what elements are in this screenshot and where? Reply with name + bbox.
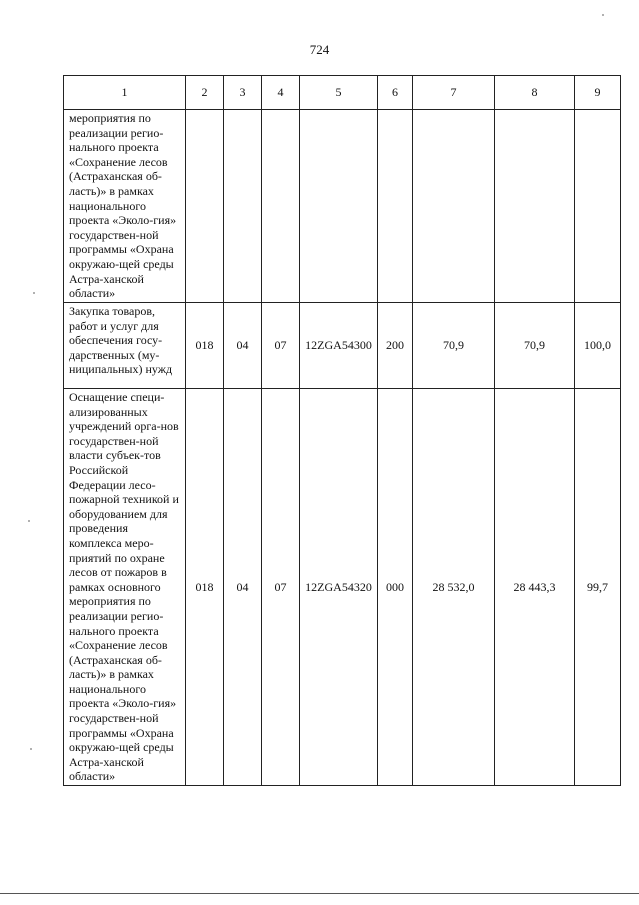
table-row <box>64 303 621 389</box>
budget-table <box>63 75 621 786</box>
scan-speck <box>602 14 604 16</box>
cell-section: 04 <box>224 389 262 786</box>
cell-actual-amount: 70,9 <box>495 303 575 389</box>
cell-section <box>224 110 262 303</box>
table-row <box>64 110 621 303</box>
cell-ministry-code <box>186 110 224 303</box>
table-row <box>64 389 621 786</box>
scan-speck <box>33 292 35 294</box>
cell-percent <box>575 110 621 303</box>
cell-target-article: 12ZGA54320 <box>300 389 378 786</box>
cell-target-article: 12ZGA54300 <box>300 303 378 389</box>
cell-actual-amount <box>495 110 575 303</box>
cell-subsection <box>262 110 300 303</box>
row-name: мероприятия по реализации регио-нального проекта «Сохранение лесов (Астраханская об-ласть)» в рамках национального проекта «Эколо-гия» государствен-ной программы «Охрана окружаю-щей среды Астра-ханской области» <box>64 110 186 303</box>
row-name: Оснащение специ-ализированных учреждений орга-нов государствен-ной власти субъек-тов Российской Федерации лесо-пожарной техникой и оборудованием для проведения комплекса меро-приятий по охране лесов от пожаров в рамках основного мероприятия по реализации регио-нального проекта «Сохранение лесов (Астраханская об-ласть)» в рамках национального проекта «Эколо-гия» государствен-ной программы «Охрана окружаю-щей среды Астра-ханской области» <box>64 389 186 786</box>
column-header: 6 <box>378 76 413 110</box>
scan-speck <box>30 748 32 750</box>
cell-expense-type <box>378 110 413 303</box>
column-header: 9 <box>575 76 621 110</box>
cell-section: 04 <box>224 303 262 389</box>
cell-expense-type: 200 <box>378 303 413 389</box>
cell-percent: 99,7 <box>575 389 621 786</box>
column-header: 1 <box>64 76 186 110</box>
page-bottom-rule <box>0 893 639 894</box>
cell-planned-amount: 70,9 <box>413 303 495 389</box>
cell-planned-amount <box>413 110 495 303</box>
table-header-row <box>64 76 621 110</box>
column-header: 4 <box>262 76 300 110</box>
column-header: 3 <box>224 76 262 110</box>
cell-expense-type: 000 <box>378 389 413 786</box>
page-number: 724 <box>309 42 330 57</box>
cell-target-article <box>300 110 378 303</box>
cell-ministry-code: 018 <box>186 389 224 786</box>
cell-planned-amount: 28 532,0 <box>413 389 495 786</box>
column-header: 8 <box>495 76 575 110</box>
scan-speck <box>28 520 30 522</box>
cell-subsection: 07 <box>262 303 300 389</box>
row-name: Закупка товаров, работ и услуг для обеспечения госу-дарственных (му-ниципальных) нужд <box>64 303 186 389</box>
column-header: 5 <box>300 76 378 110</box>
cell-ministry-code: 018 <box>186 303 224 389</box>
column-header: 7 <box>413 76 495 110</box>
cell-subsection: 07 <box>262 389 300 786</box>
column-header: 2 <box>186 76 224 110</box>
cell-percent: 100,0 <box>575 303 621 389</box>
cell-actual-amount: 28 443,3 <box>495 389 575 786</box>
